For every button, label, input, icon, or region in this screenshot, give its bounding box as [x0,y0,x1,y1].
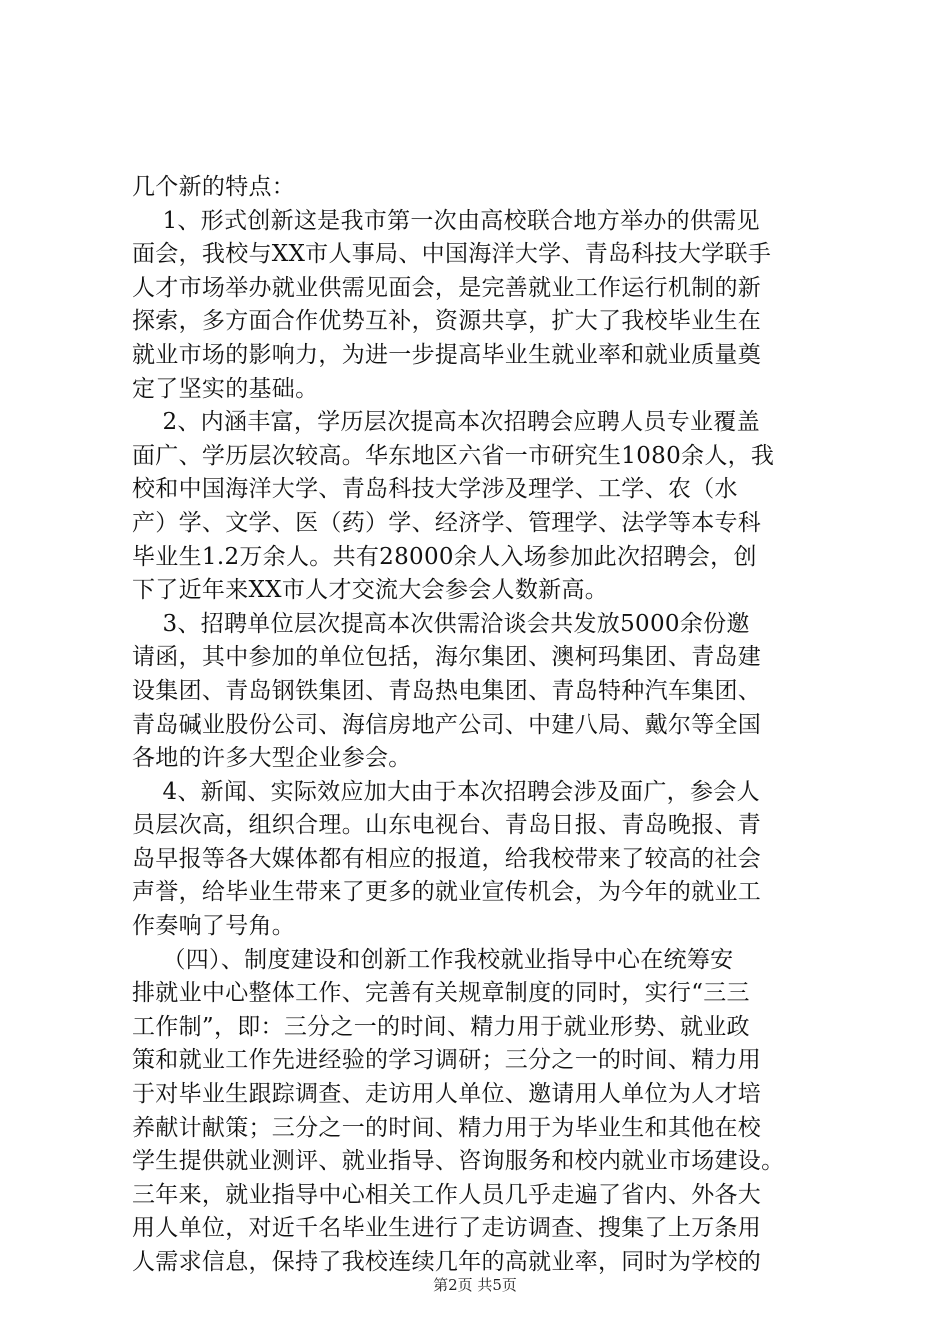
body-text [132,171,837,1280]
text-line: 2、内涵丰富，学历层次提高本次招聘会应聘人员专业覆盖 [132,409,760,436]
text-line: 员层次高，组织合理。山东电视台、青岛日报、青岛晚报、青 [132,812,762,839]
text-line: 设集团、青岛钢铁集团、青岛热电集团、青岛特种汽车集团、 [132,677,762,704]
text-line: 青岛碱业股份公司、海信房地产公司、中建八局、戴尔等全国 [132,711,762,738]
text-line: 定了坚实的基础。 [132,375,319,402]
text-line: 毕业生1.2万余人。共有28000余人入场参加此次招聘会，创 [132,543,757,570]
text-line: 三年来，就业指导中心相关工作人员几乎走遍了省内、外各大 [132,1181,762,1208]
text-line: 面广、学历层次较高。华东地区六省一市研究生1080余人，我 [132,442,775,469]
text-line: 排就业中心整体工作、完善有关规章制度的同时，实行“三三 [132,980,750,1007]
text-line: 1、形式创新这是我市第一次由高校联合地方举办的供需见 [132,207,760,234]
text-line: 策和就业工作先进经验的学习调研；三分之一的时间、精力用 [132,1047,762,1074]
page-footer: 第2页 共5页 [433,1276,517,1294]
text-line: （四）、制度建设和创新工作我校就业指导中心在统筹安 [132,946,734,973]
text-line: 作奏响了号角。 [132,913,296,940]
text-line: 养献计献策；三分之一的时间、精力用于为毕业生和其他在校 [132,1114,762,1141]
text-line: 校和中国海洋大学、青岛科技大学涉及理学、工学、农（水 [132,476,738,503]
text-line: 各地的许多大型企业参会。 [132,745,412,772]
text-line: 声誉，给毕业生带来了更多的就业宣传机会，为今年的就业工 [132,879,762,906]
text-line: 产）学、文学、医（药）学、经济学、管理学、法学等本专科 [132,509,762,536]
text-line: 人才市场举办就业供需见面会，是完善就业工作运行机制的新 [132,274,762,301]
text-line: 面会，我校与XX市人事局、中国海洋大学、青岛科技大学联手 [132,241,772,268]
text-line: 4、新闻、实际效应加大由于本次招聘会涉及面广，参会人 [132,778,760,805]
text-line: 就业市场的影响力，为进一步提高毕业生就业率和就业质量奠 [132,341,762,368]
text-line: 用人单位，对近千名毕业生进行了走访调查、搜集了上万条用 [132,1215,762,1242]
text-line: 工作制”，即：三分之一的时间、精力用于就业形势、就业政 [132,1013,750,1040]
text-line: 探索，多方面合作优势互补，资源共享，扩大了我校毕业生在 [132,308,762,335]
text-line: 人需求信息，保持了我校连续几年的高就业率，同时为学校的 [132,1249,762,1275]
text-line: 岛早报等各大媒体都有相应的报道，给我校带来了较高的社会 [132,845,762,872]
text-line: 请函，其中参加的单位包括，海尔集团、澳柯玛集团、青岛建 [132,644,762,671]
text-line: 下了近年来XX市人才交流大会参会人数新高。 [132,577,609,604]
text-line: 于对毕业生跟踪调查、走访用人单位、邀请用人单位为人才培 [132,1081,762,1108]
text-line: 几个新的特点： [132,174,296,200]
text-line: 3、招聘单位层次提高本次供需洽谈会共发放5000余份邀 [132,610,750,637]
text-line: 学生提供就业测评、就业指导、咨询服务和校内就业市场建设。 [132,1148,785,1175]
